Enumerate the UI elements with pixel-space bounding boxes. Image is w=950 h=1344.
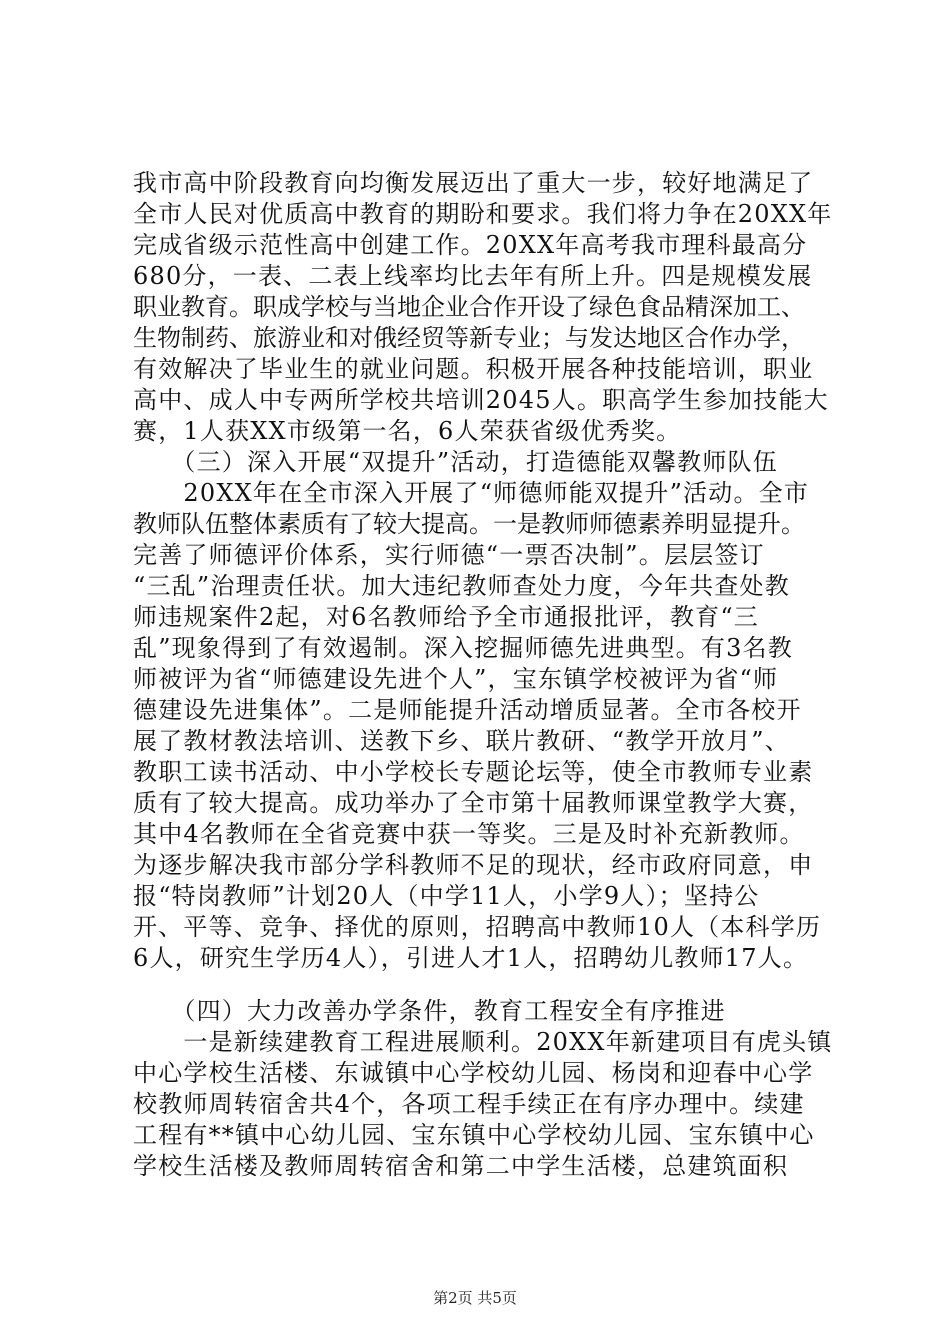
text-line: 报“特岗教师”计划20人（中学11人，小学9人）；坚持公 bbox=[133, 882, 760, 910]
page-footer: 第2页 共5页 bbox=[433, 1289, 517, 1307]
text-line: 教师队伍整体素质有了较大提高。一是教师师德素养明显提升。 bbox=[133, 510, 805, 538]
text-line: 展了教材教法培训、送教下乡、联片教研、“教学开放月”、 bbox=[133, 727, 790, 755]
text-line: 6人，研究生学历4人），引进人才1人，招聘幼儿教师17人。 bbox=[133, 944, 809, 972]
text-line: 乱”现象得到了有效遏制。深入挖掘师德先进典型。有3名教 bbox=[133, 634, 793, 662]
text-line: 教职工读书活动、中小学校长专题论坛等，使全市教师专业素 bbox=[133, 758, 814, 786]
text-line: 为逐步解决我市部分学科教师不足的现状，经市政府同意，申 bbox=[133, 851, 814, 879]
text-line: 20XX年在全市深入开展了“师德师能双提升”活动。全市 bbox=[133, 479, 810, 507]
text-line: 完善了师德评价体系，实行师德“一票否决制”。层层签订 bbox=[133, 541, 765, 569]
text-line: 赛，1人获XX市级第一名，6人荣获省级优秀奖。 bbox=[133, 417, 682, 445]
text-line: 职业教育。职成学校与当地企业合作开设了绿色食品精深加工、 bbox=[133, 293, 805, 321]
text-line: 师违规案件2起，对6名教师给予全市通报批评，教育“三 bbox=[133, 603, 760, 631]
text-line: 学校生活楼及教师周转宿舍和第二中学生活楼，总建筑面积 bbox=[133, 1152, 789, 1180]
text-line: 德建设先进集体”。二是师能提升活动增质显著。全市各校开 bbox=[133, 696, 802, 724]
text-line: 其中4名教师在全省竞赛中获一等奖。三是及时补充新教师。 bbox=[133, 820, 805, 848]
section-heading: （三）深入开展“双提升”活动，打造德能双馨教师队伍 bbox=[133, 448, 778, 476]
text-line: 全市人民对优质高中教育的期盼和要求。我们将力争在20XX年 bbox=[133, 200, 833, 228]
text-line: 质有了较大提高。成功举办了全市第十届教师课堂教学大赛， bbox=[133, 789, 814, 817]
text-line: 开、平等、竞争、择优的原则，招聘高中教师10人（本科学历 bbox=[133, 913, 822, 941]
section-heading: （四）大力改善办学条件，教育工程安全有序推进 bbox=[133, 997, 726, 1025]
text-line: 中心学校生活楼、东诚镇中心学校幼儿园、杨岗和迎春中心学 bbox=[133, 1059, 814, 1087]
text-line: “三乱”治理责任状。加大违纪教师查处力度，今年共查处教 bbox=[133, 572, 790, 600]
text-line: 工程有**镇中心幼儿园、宝东镇中心学校幼儿园、宝东镇中心 bbox=[133, 1121, 815, 1149]
paragraph-gap bbox=[133, 974, 833, 996]
document-body bbox=[133, 168, 833, 1182]
text-line: 我市高中阶段教育向均衡发展迈出了重大一步，较好地满足了 bbox=[133, 169, 814, 197]
text-line: 校教师周转宿舍共4个，各项工程手续正在有序办理中。续建 bbox=[133, 1090, 805, 1118]
text-line: 一是新续建教育工程进展顺利。20XX年新建项目有虎头镇 bbox=[133, 1028, 833, 1056]
text-line: 生物制药、旅游业和对俄经贸等新专业；与发达地区合作办学， bbox=[133, 324, 805, 352]
text-line: 680分，一表、二表上线率均比去年有所上升。四是规模发展 bbox=[133, 262, 813, 290]
text-line: 高中、成人中专两所学校共培训2045人。职高学生参加技能大 bbox=[133, 386, 829, 414]
text-line: 师被评为省“师德建设先进个人”，宝东镇学校被评为省“师 bbox=[133, 665, 779, 693]
text-line: 完成省级示范性高中创建工作。20XX年高考我市理科最高分 bbox=[133, 231, 808, 259]
text-line: 有效解决了毕业生的就业问题。积极开展各种技能培训，职业 bbox=[133, 355, 814, 383]
